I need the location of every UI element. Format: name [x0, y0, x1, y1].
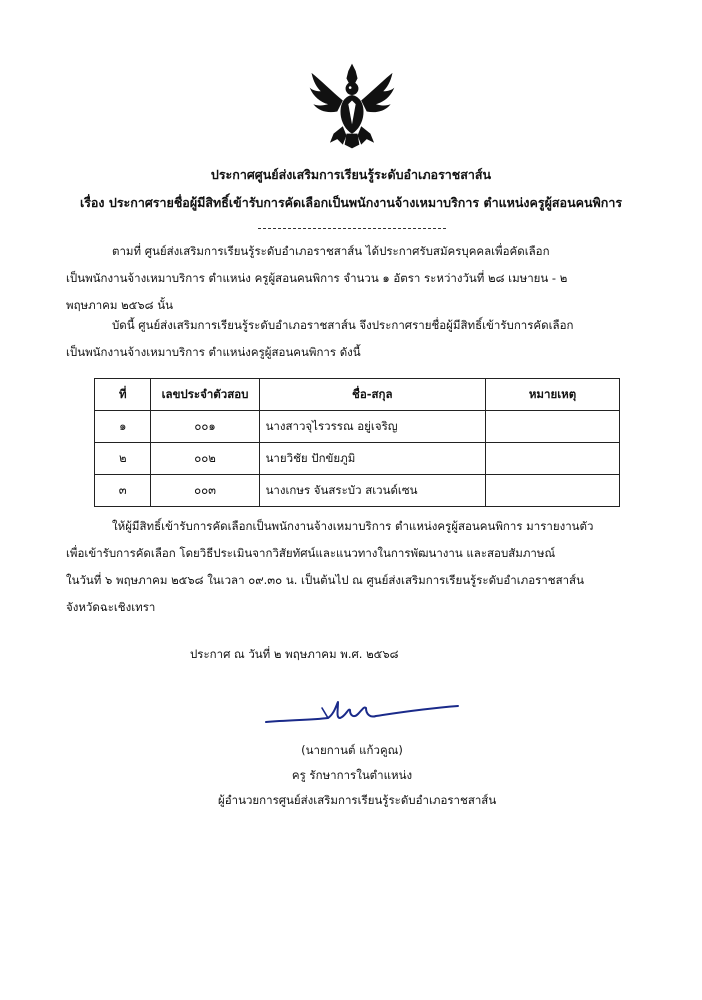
table-header-row [95, 379, 620, 411]
table-row [95, 443, 620, 475]
handwritten-signature [262, 696, 462, 730]
paragraph-line: พฤษภาคม ๒๕๖๘ นั้น [66, 298, 173, 312]
candidate-table [94, 378, 620, 507]
cell-remark [486, 411, 620, 443]
signature-block [218, 738, 497, 813]
cell-exam-id: ๐๐๑ [151, 411, 259, 443]
table-row [95, 411, 620, 443]
announcement-title: ประกาศศูนย์ส่งเสริมการเรียนรู้ระดับอำเภอราชสาส์น [210, 167, 492, 182]
cell-number: ๑ [95, 411, 151, 443]
paragraph-line: เพื่อเข้ารับการคัดเลือก โดยวิธีประเมินจากวิสัยทัศน์และแนวทางในการพัฒนางาน และสอบสัมภาษณ์ [66, 546, 556, 560]
cell-exam-id: ๐๐๒ [151, 443, 259, 475]
column-header-remark: หมายเหตุ [486, 379, 620, 411]
signer-role: ครู รักษาการในตำแหน่ง [291, 768, 413, 782]
paragraph-instructions [66, 513, 646, 621]
cell-exam-id: ๐๐๓ [151, 475, 259, 507]
column-header-number: ที่ [95, 379, 151, 411]
garuda-emblem-icon [306, 60, 398, 152]
paragraph-line: ตามที่ ศูนย์ส่งเสริมการเรียนรู้ระดับอำเภอราชสาส์น ได้ประกาศรับสมัครบุคคลเพื่อคัดเลือก [112, 244, 550, 258]
signer-position: ผู้อำนวยการศูนย์ส่งเสริมการเรียนรู้ระดับอำเภอราชสาส์น [218, 793, 497, 807]
cell-remark [486, 443, 620, 475]
paragraph-intro [66, 238, 646, 319]
table-row [95, 475, 620, 507]
column-header-name: ชื่อ-สกุล [259, 379, 485, 411]
dashed-divider [258, 228, 446, 229]
announcement-date: ประกาศ ณ วันที่ ๒ พฤษภาคม พ.ศ. ๒๕๖๘ [190, 647, 399, 661]
paragraph-line: ให้ผู้มีสิทธิ์เข้ารับการคัดเลือกเป็นพนักงานจ้างเหมาบริการ ตำแหน่งครูผู้สอนคนพิการ มารายงานตัว [112, 519, 594, 533]
cell-number: ๒ [95, 443, 151, 475]
cell-number: ๓ [95, 475, 151, 507]
cell-remark [486, 475, 620, 507]
signer-name: (นายกานต์ แก้วคูณ) [301, 743, 403, 757]
paragraph-line: บัดนี้ ศูนย์ส่งเสริมการเรียนรู้ระดับอำเภอราชสาส์น จึงประกาศรายชื่อผู้มีสิทธิ์เข้ารับการคัดเลือก [112, 318, 574, 332]
paragraph-announce [66, 312, 646, 366]
cell-name: นางเกษร จันสระบัว สเวนด์เซน [259, 475, 485, 507]
cell-name: นางสาวจุไรวรรณ อยู่เจริญ [259, 411, 485, 443]
announcement-subject: เรื่อง ประกาศรายชื่อผู้มีสิทธิ์เข้ารับการคัดเลือกเป็นพนักงานจ้างเหมาบริการ ตำแหน่งครูผู้สอนคนพิการ [79, 195, 623, 210]
paragraph-line: เป็นพนักงานจ้างเหมาบริการ ตำแหน่ง ครูผู้สอนคนพิการ จำนวน ๑ อัตรา ระหว่างวันที่ ๒๘ เมษายน - ๒ [66, 271, 568, 285]
paragraph-line: จังหวัดฉะเชิงเทรา [66, 600, 156, 614]
column-header-exam-id: เลขประจำตัวสอบ [151, 379, 259, 411]
cell-name: นายวิชัย ปักขัยภูมิ [259, 443, 485, 475]
paragraph-line: ในวันที่ ๖ พฤษภาคม ๒๕๖๘ ในเวลา ๐๙.๓๐ น. เป็นต้นไป ณ ศูนย์ส่งเสริมการเรียนรู้ระดับอำเภอราชสาส์น [66, 573, 584, 587]
paragraph-line: เป็นพนักงานจ้างเหมาบริการ ตำแหน่งครูผู้สอนคนพิการ ดังนี้ [66, 345, 361, 359]
